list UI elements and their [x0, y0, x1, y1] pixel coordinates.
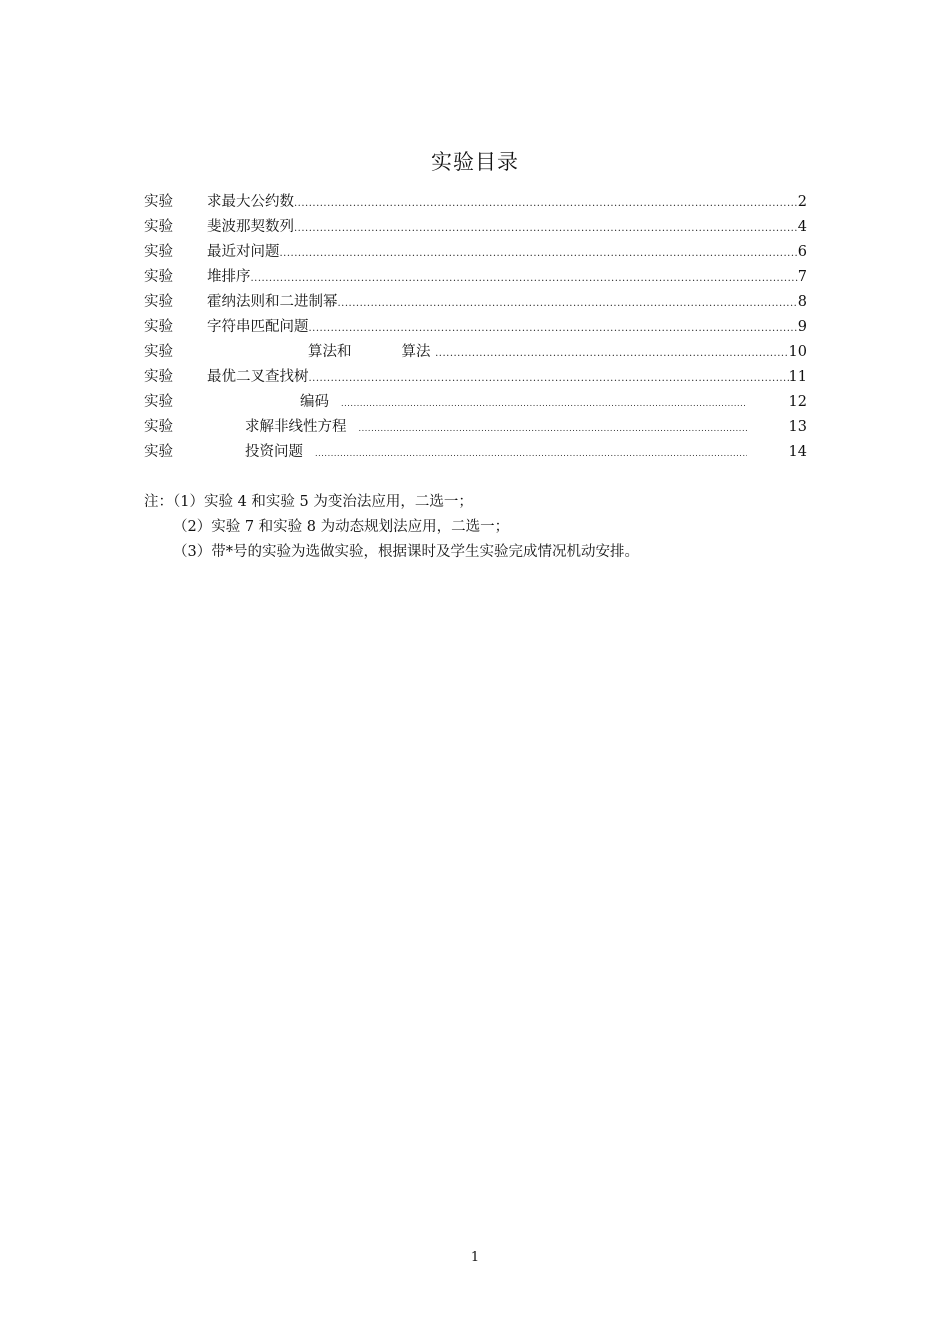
toc-entry-page: 14 — [788, 444, 807, 460]
toc-entry-prefix: 实验 — [144, 194, 173, 210]
toc-entry-title: 最优二叉查找树 — [207, 369, 309, 385]
toc-leader-dots — [435, 341, 788, 366]
table-of-contents — [144, 190, 807, 465]
toc-entry-prefix: 实验 — [144, 294, 173, 310]
toc-leader-dots — [341, 391, 747, 416]
toc-entry-title: 堆排序 — [207, 269, 251, 285]
toc-entry[interactable] — [144, 415, 807, 440]
toc-entry-title: 字符串匹配问题 — [207, 319, 309, 335]
toc-entry-page: 7 — [797, 269, 807, 285]
toc-entry-title: 霍纳法则和二进制幂 — [207, 294, 338, 310]
toc-leader-dots — [294, 216, 798, 241]
toc-entry-page: 11 — [788, 369, 807, 385]
notes-section — [144, 490, 639, 565]
toc-entry-page: 9 — [797, 319, 807, 335]
toc-entry[interactable] — [144, 265, 807, 290]
toc-entry[interactable] — [144, 340, 807, 365]
toc-entry[interactable] — [144, 365, 807, 390]
toc-entry-prefix: 实验 — [144, 444, 173, 460]
toc-entry-prefix: 实验 — [144, 269, 173, 285]
toc-entry-page: 10 — [788, 344, 807, 360]
toc-entry-title: 求最大公约数 — [207, 194, 294, 210]
toc-leader-dots — [309, 366, 789, 391]
toc-leader-dots — [338, 291, 798, 316]
toc-entry-title-part-b: 算法 — [401, 344, 431, 360]
toc-leader-dots — [251, 266, 798, 291]
toc-entry-prefix: 实验 — [144, 394, 173, 410]
note-line: 注：（1）实验 4 和实验 5 为变治法应用，二选一； — [144, 494, 473, 510]
toc-leader-dots — [315, 441, 747, 466]
toc-entry-prefix: 实验 — [144, 319, 173, 335]
toc-entry-prefix: 实验 — [144, 344, 173, 360]
toc-entry-title: 编码 — [300, 394, 329, 410]
toc-leader-dots — [294, 191, 798, 216]
toc-entry[interactable] — [144, 190, 807, 215]
toc-entry-page: 8 — [797, 294, 807, 310]
toc-entry[interactable] — [144, 390, 807, 415]
toc-entry[interactable] — [144, 440, 807, 465]
page-title: 实验目录 — [431, 150, 519, 174]
toc-entry-page: 2 — [797, 194, 807, 210]
toc-entry[interactable] — [144, 215, 807, 240]
note-line: （3）带*号的实验为选做实验，根据课时及学生实验完成情况机动安排。 — [173, 544, 639, 560]
toc-entry[interactable] — [144, 315, 807, 340]
toc-entry[interactable] — [144, 240, 807, 265]
toc-entry-page: 13 — [788, 419, 807, 435]
toc-entry-title: 求解非线性方程 — [245, 419, 347, 435]
toc-entry-prefix: 实验 — [144, 219, 173, 235]
note-line: （2）实验 7 和实验 8 为动态规划法应用，二选一； — [173, 519, 510, 535]
toc-entry-page: 6 — [797, 244, 807, 260]
toc-leader-dots — [359, 416, 748, 441]
toc-entry-prefix: 实验 — [144, 244, 173, 260]
toc-entry-prefix: 实验 — [144, 369, 173, 385]
toc-entry[interactable] — [144, 290, 807, 315]
toc-leader-dots — [309, 316, 798, 341]
toc-entry-title: 最近对问题 — [207, 244, 280, 260]
toc-entry-page: 4 — [797, 219, 807, 235]
toc-entry-prefix: 实验 — [144, 419, 173, 435]
toc-leader-dots — [280, 241, 798, 266]
toc-entry-title: 投资问题 — [245, 444, 303, 460]
toc-entry-page: 12 — [788, 394, 807, 410]
toc-entry-title-part-a: 算法和 — [308, 344, 352, 360]
toc-entry-title: 斐波那契数列 — [207, 219, 294, 235]
page-number: 1 — [470, 1250, 480, 1265]
